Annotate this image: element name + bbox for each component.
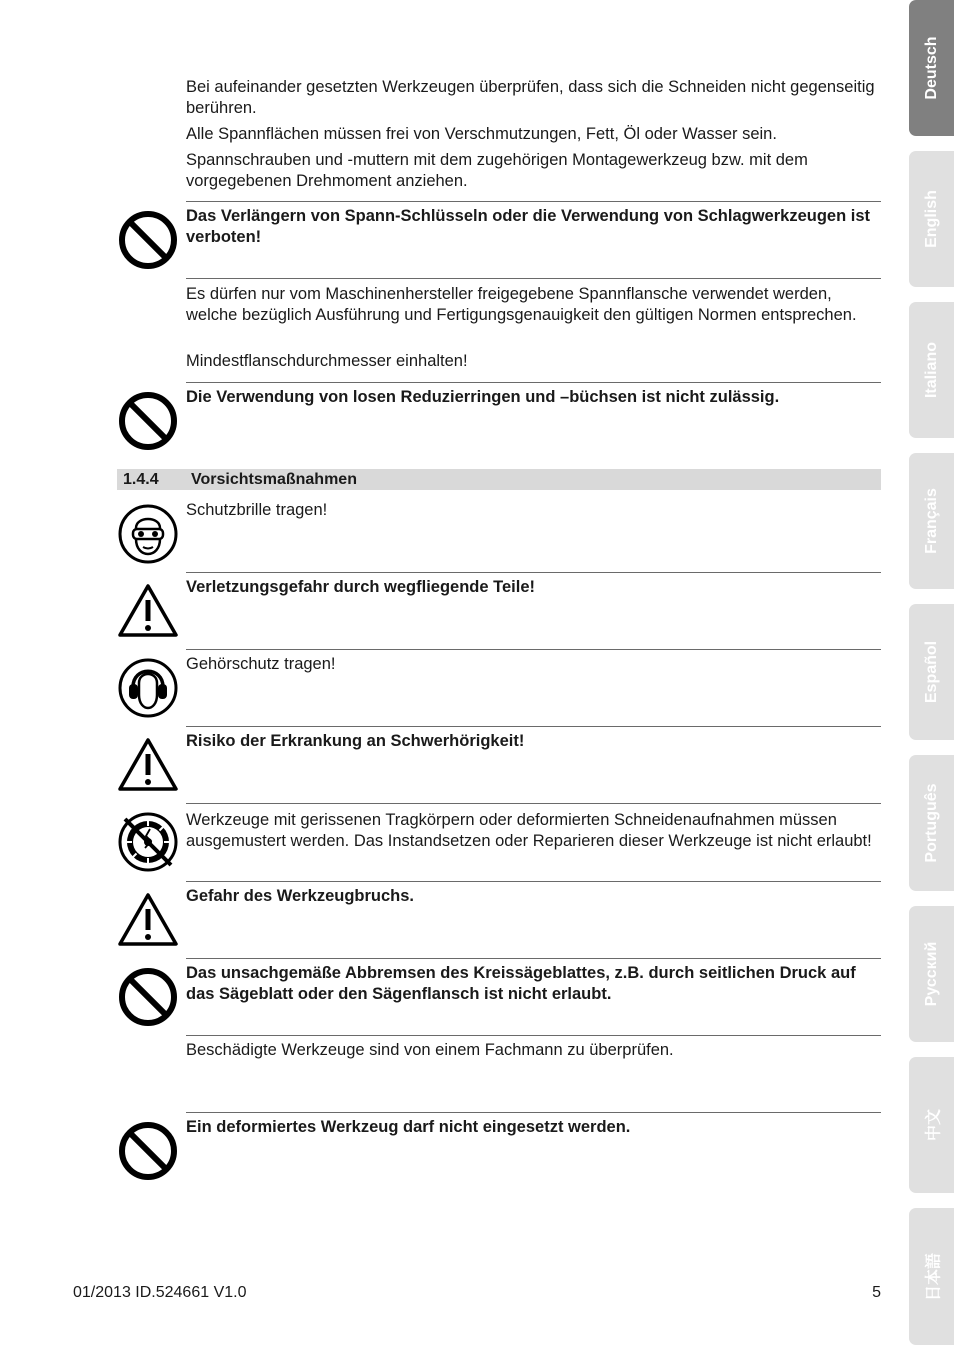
warning-reducing-rings: Die Verwendung von losen Reduzierringen und –büchsen ist nicht zulässig. — [186, 388, 780, 406]
divider — [186, 278, 881, 279]
warning-triangle-icon — [117, 734, 179, 796]
paragraph-min-flange-diameter: Mindestflanschdurchmesser einhalten! — [186, 352, 468, 370]
divider — [186, 201, 881, 202]
paragraph-clamping-screws: Spannschrauben und -muttern mit dem zugehörigen Montagewerkzeug bzw. mit dem vorgegebenen Drehmoment anziehen. — [186, 151, 808, 190]
language-tab-chinese[interactable] — [909, 1057, 954, 1193]
instruction-wear-ear-protection: Gehörschutz tragen! — [186, 655, 336, 673]
paragraph-superimposed-tools: Bei aufeinander gesetzten Werkzeugen überprüfen, dass sich die Schneiden nicht gegenseitig berühren. — [186, 78, 875, 117]
divider — [186, 1035, 881, 1036]
language-tab-francais[interactable] — [909, 453, 954, 589]
language-tab-portugues[interactable] — [909, 755, 954, 891]
language-tab-label: Italiano — [922, 341, 940, 399]
warning-tool-breakage: Gefahr des Werkzeugbruchs. — [186, 887, 415, 905]
instruction-check-damaged-tools: Beschädigte Werkzeuge sind von einem Fachmann zu überprüfen. — [186, 1041, 674, 1059]
warning-flying-parts: Verletzungsgefahr durch wegfliegende Teile! — [186, 578, 536, 596]
divider — [186, 803, 881, 804]
paragraph-clamping-surfaces: Alle Spannflächen müssen frei von Verschmutzungen, Fett, Öl oder Wasser sein. — [186, 125, 777, 143]
paragraph-clamping-flanges: Es dürfen nur vom Maschinenhersteller freigegebene Spannflansche verwendet werden, welche bezüglich Ausführung und Fertigungsgenauigkeit den gültigen Normen entsprechen. — [186, 285, 857, 324]
divider — [186, 1112, 881, 1113]
warning-triangle-icon — [117, 889, 179, 951]
section-number: 1.4.4 — [123, 471, 159, 488]
footer-page-number: 5 — [872, 1284, 881, 1301]
language-tab-italiano[interactable] — [909, 302, 954, 438]
damaged-saw-blade-icon — [117, 811, 179, 873]
instruction-wear-goggles: Schutzbrille tragen! — [186, 501, 328, 519]
section-title: Vorsichtsmaßnahmen — [191, 471, 357, 488]
language-tab-label: Español — [922, 640, 940, 704]
footer-document-id: 01/2013 ID.524661 V1.0 — [73, 1284, 247, 1301]
language-tab-label: Português — [922, 783, 940, 863]
divider — [186, 572, 881, 573]
warning-triangle-icon — [117, 580, 179, 642]
language-tab-english[interactable] — [909, 151, 954, 287]
safety-goggles-icon — [117, 503, 179, 565]
instruction-damaged-tools: Werkzeuge mit gerissenen Tragkörpern oder deformierten Schneidenaufnahmen müssen ausgemustert werden. Das Instandsetzen oder Reparieren dieser Werkzeuge ist nicht erlaubt! — [186, 811, 872, 850]
section-heading — [117, 469, 881, 490]
prohibition-icon — [117, 209, 179, 271]
language-tab-label: 中文 — [925, 1108, 942, 1142]
language-tab-label: Русский — [922, 941, 940, 1007]
prohibition-icon — [117, 1120, 179, 1182]
warning-wrench-extension: Das Verlängern von Spann-Schlüsseln oder die Verwendung von Schlagwerkzeugen ist verboten! — [186, 207, 871, 246]
language-tab-japanese[interactable] — [909, 1208, 954, 1345]
prohibition-icon — [117, 966, 179, 1028]
divider — [186, 958, 881, 959]
language-tab-label: Deutsch — [922, 36, 940, 100]
language-tab-label: Français — [922, 488, 940, 554]
language-tab-russian[interactable] — [909, 906, 954, 1042]
divider — [186, 649, 881, 650]
prohibition-icon — [117, 390, 179, 452]
divider — [186, 726, 881, 727]
divider — [186, 382, 881, 383]
language-tab-label: 日本語 — [925, 1252, 942, 1301]
language-tab-deutsch[interactable] — [909, 0, 954, 136]
language-tab-espanol[interactable] — [909, 604, 954, 740]
warning-improper-braking: Das unsachgemäße Abbremsen des Kreissägeblattes, z.B. durch seitlichen Druck auf das Sägeblatt oder den Sägenflansch ist nicht erlaubt. — [186, 964, 856, 1003]
language-tab-label: English — [922, 190, 940, 248]
divider — [186, 881, 881, 882]
ear-protection-icon — [117, 657, 179, 719]
warning-hearing-loss: Risiko der Erkrankung an Schwerhörigkeit! — [186, 732, 525, 750]
warning-deformed-tool: Ein deformiertes Werkzeug darf nicht eingesetzt werden. — [186, 1118, 631, 1136]
